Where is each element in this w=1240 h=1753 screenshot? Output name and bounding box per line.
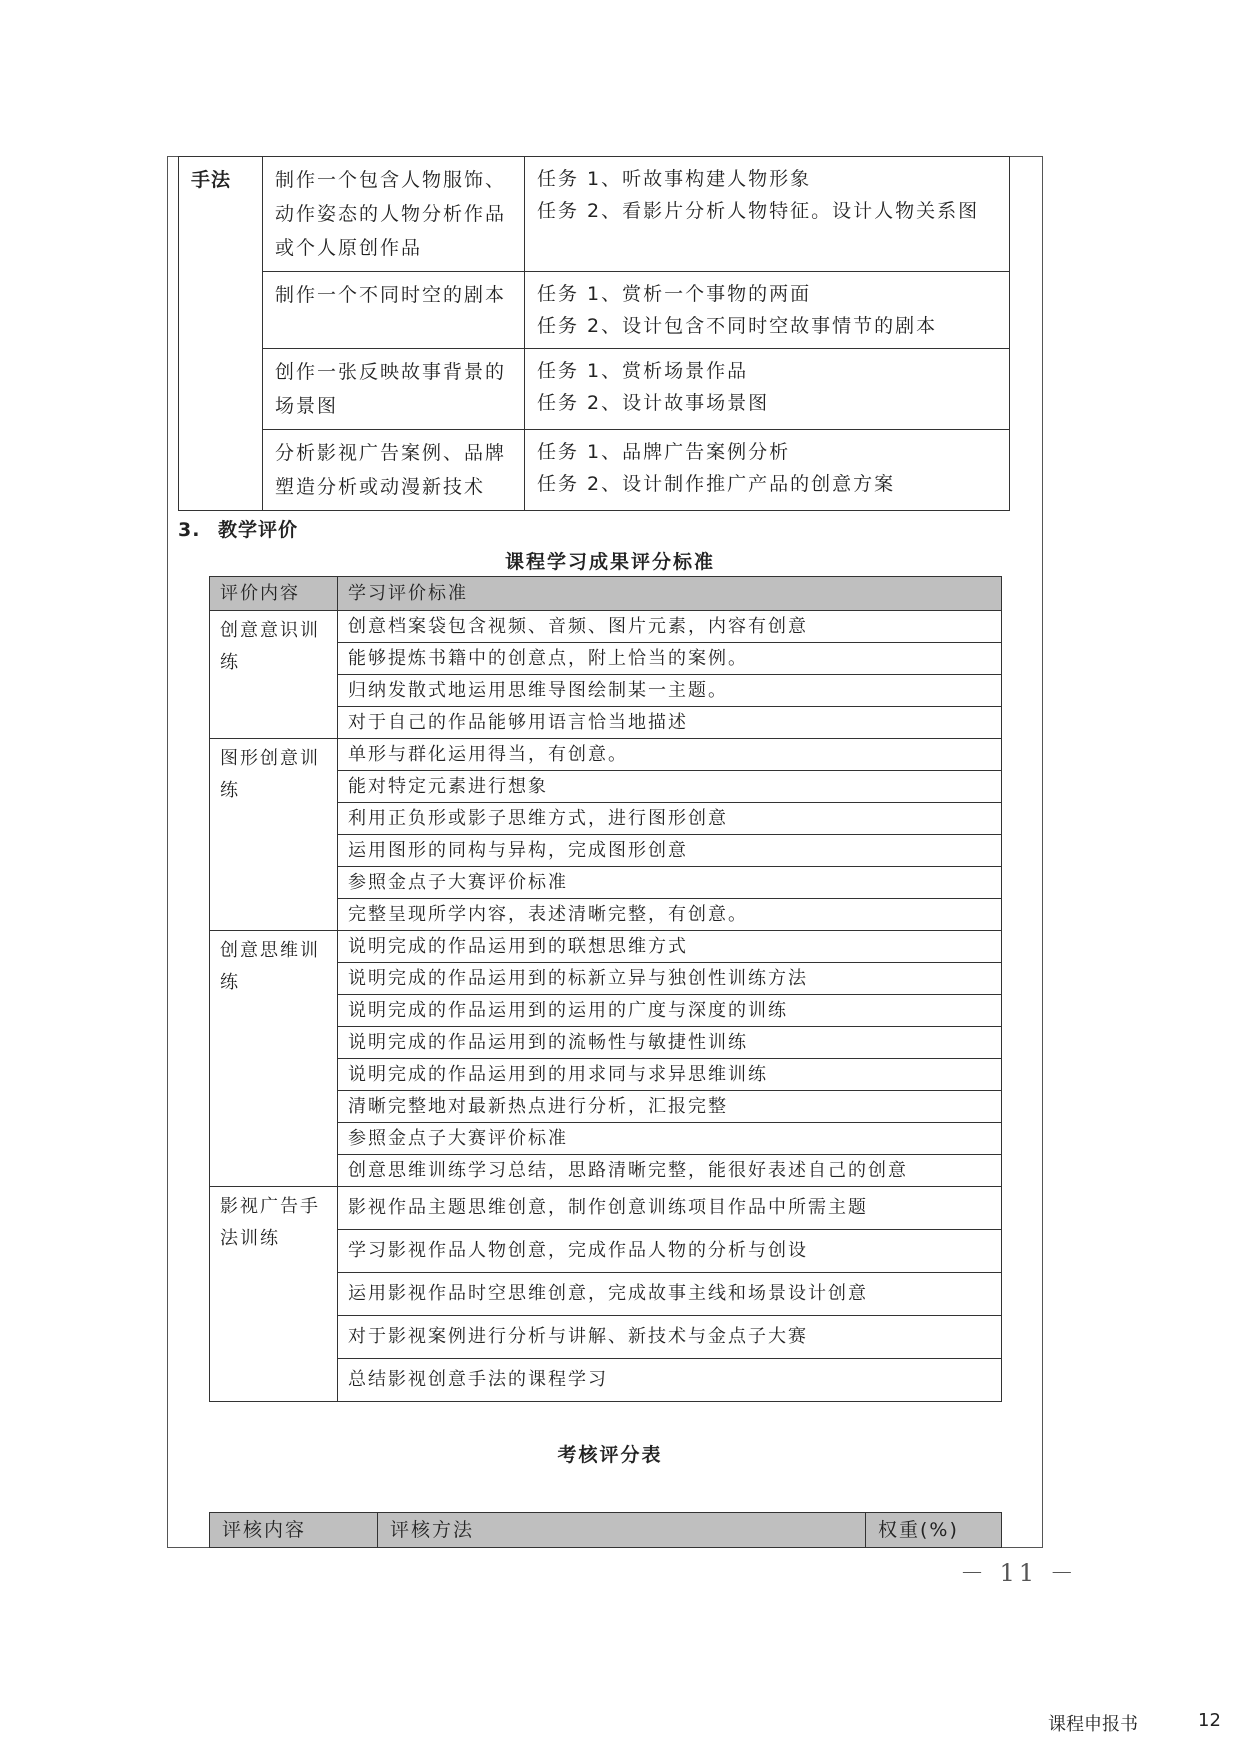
eval-criterion: 总结影视创意手法的课程学习 xyxy=(338,1359,1002,1402)
evaluation-table xyxy=(209,576,1002,1402)
table-row xyxy=(210,739,1002,771)
task-description: 制作一个包含人物服饰、动作姿态的人物分析作品或个人原创作品 xyxy=(263,157,525,272)
eval-category: 创意意识训练 xyxy=(210,611,338,739)
subtask-cell xyxy=(525,430,1010,511)
score-table xyxy=(209,1512,1002,1548)
column-header: 评核方法 xyxy=(378,1513,866,1548)
eval-criterion: 创意档案袋包含视频、音频、图片元素，内容有创意 xyxy=(338,611,1002,643)
subtask-cell xyxy=(525,157,1010,272)
eval-category: 创意思维训练 xyxy=(210,931,338,1187)
section-title: 教学评价 xyxy=(218,519,299,541)
eval-category: 影视广告手法训练 xyxy=(210,1187,338,1402)
eval-criterion: 说明完成的作品运用到的联想思维方式 xyxy=(338,931,1002,963)
eval-criterion: 清晰完整地对最新热点进行分析，汇报完整 xyxy=(338,1091,1002,1123)
column-header: 评价内容 xyxy=(210,577,338,611)
eval-criterion: 能够提炼书籍中的创意点，附上恰当的案例。 xyxy=(338,643,1002,675)
eval-criterion: 对于影视案例进行分析与讲解、新技术与金点子大赛 xyxy=(338,1316,1002,1359)
eval-criterion: 说明完成的作品运用到的流畅性与敏捷性训练 xyxy=(338,1027,1002,1059)
column-header: 权重(%) xyxy=(866,1513,1002,1548)
eval-criterion: 运用影视作品时空思维创意，完成故事主线和场景设计创意 xyxy=(338,1273,1002,1316)
eval-criterion: 学习影视作品人物创意，完成作品人物的分析与创设 xyxy=(338,1230,1002,1273)
eval-criterion: 归纳发散式地运用思维导图绘制某一主题。 xyxy=(338,675,1002,707)
task-row xyxy=(179,157,1010,272)
task-table xyxy=(178,156,1010,511)
task-row xyxy=(179,349,1010,430)
column-header: 学习评价标准 xyxy=(338,577,1002,611)
subtask: 任务 1、赏析一个事物的两面 xyxy=(537,283,812,305)
eval-category: 图形创意训练 xyxy=(210,739,338,931)
subtask: 任务 2、设计包含不同时空故事情节的剧本 xyxy=(537,315,938,337)
subtask: 任务 1、品牌广告案例分析 xyxy=(537,441,791,463)
subtask-cell xyxy=(525,349,1010,430)
column-header: 评核内容 xyxy=(210,1513,378,1548)
page-marker: － 11 － xyxy=(960,1559,1078,1587)
eval-criterion: 利用正负形或影子思维方式，进行图形创意 xyxy=(338,803,1002,835)
eval-criterion: 能对特定元素进行想象 xyxy=(338,771,1002,803)
task-description: 分析影视广告案例、品牌塑造分析或动漫新技术 xyxy=(263,430,525,511)
eval-criterion: 完整呈现所学内容，表述清晰完整，有创意。 xyxy=(338,899,1002,931)
task-description: 创作一张反映故事背景的场景图 xyxy=(263,349,525,430)
table-header-row xyxy=(210,577,1002,611)
eval-criterion: 影视作品主题思维创意，制作创意训练项目作品中所需主题 xyxy=(338,1187,1002,1230)
eval-table-title: 课程学习成果评分标准 xyxy=(504,551,715,573)
eval-criterion: 单形与群化运用得当，有创意。 xyxy=(338,739,1002,771)
score-table-title: 考核评分表 xyxy=(557,1444,663,1466)
eval-criterion: 说明完成的作品运用到的用求同与求异思维训练 xyxy=(338,1059,1002,1091)
eval-criterion: 说明完成的作品运用到的运用的广度与深度的训练 xyxy=(338,995,1002,1027)
subtask: 任务 2、看影片分析人物特征。设计人物关系图 xyxy=(537,200,980,222)
eval-criterion: 运用图形的同构与异构，完成图形创意 xyxy=(338,835,1002,867)
eval-criterion: 说明完成的作品运用到的标新立异与独创性训练方法 xyxy=(338,963,1002,995)
section-heading xyxy=(178,515,298,542)
table-row xyxy=(210,931,1002,963)
section-number: 3. xyxy=(178,519,201,541)
task-category: 手法 xyxy=(179,157,263,511)
subtask: 任务 1、赏析场景作品 xyxy=(537,360,749,382)
subtask: 任务 2、设计制作推广产品的创意方案 xyxy=(537,473,896,495)
subtask: 任务 2、设计故事场景图 xyxy=(537,392,770,414)
table-row xyxy=(210,1187,1002,1230)
table-header-row xyxy=(210,1513,1002,1548)
task-row xyxy=(179,272,1010,349)
eval-criterion: 参照金点子大赛评价标准 xyxy=(338,1123,1002,1155)
eval-criterion: 参照金点子大赛评价标准 xyxy=(338,867,1002,899)
subtask-cell xyxy=(525,272,1010,349)
task-row xyxy=(179,430,1010,511)
table-row xyxy=(210,611,1002,643)
task-description: 制作一个不同时空的剧本 xyxy=(263,272,525,349)
footer-page-number: 12 xyxy=(1198,1710,1221,1731)
eval-criterion: 对于自己的作品能够用语言恰当地描述 xyxy=(338,707,1002,739)
eval-criterion: 创意思维训练学习总结，思路清晰完整，能很好表述自己的创意 xyxy=(338,1155,1002,1187)
subtask: 任务 1、听故事构建人物形象 xyxy=(537,168,812,190)
footer-label: 课程申报书 xyxy=(1048,1714,1138,1735)
